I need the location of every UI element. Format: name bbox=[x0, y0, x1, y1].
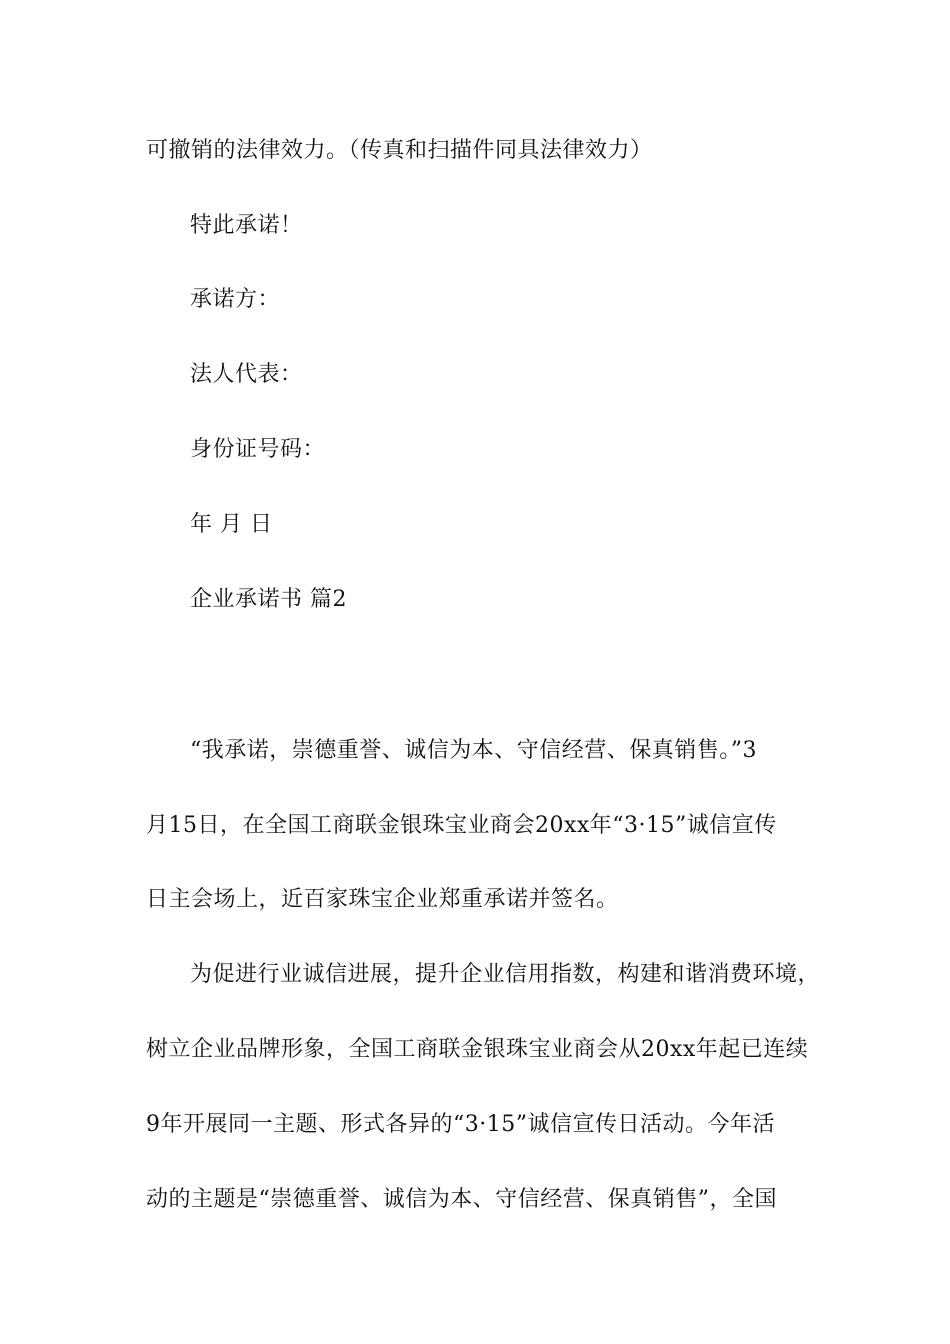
text-line-hereby-promise: 特此承诺！ bbox=[190, 213, 303, 238]
text-line-id-number: 身份证号码： bbox=[190, 437, 326, 462]
text-line-promisor: 承诺方： bbox=[190, 287, 281, 312]
section-heading: 企业承诺书 篇2 bbox=[190, 587, 347, 612]
text-line-legal-representative: 法人代表： bbox=[190, 362, 303, 387]
paragraph-line: 树立企业品牌形象，全国工商联金银珠宝业商会从20xx年起已连续 bbox=[146, 1037, 809, 1062]
text-line-legal-effect: 可撤销的法律效力。（传真和扫描件同具法律效力） bbox=[146, 138, 653, 163]
paragraph-line: 月15日，在全国工商联金银珠宝业商会20xx年“3·15”诚信宣传 bbox=[146, 813, 777, 838]
text-line-date: 年 月 日 bbox=[190, 512, 273, 537]
paragraph-line: 9年开展同一主题、形式各异的“3·15”诚信宣传日活动。今年活 bbox=[146, 1112, 775, 1137]
paragraph-line: 为促进行业诚信进展，提升企业信用指数，构建和谐消费环境， bbox=[190, 962, 821, 987]
paragraph-line: “我承诺，崇德重誉、诚信为本、守信经营、保真销售。”3 bbox=[190, 738, 757, 763]
paragraph-line: 动的主题是“崇德重誉、诚信为本、守信经营、保真销售”，全国 bbox=[146, 1187, 777, 1212]
paragraph-line: 日主会场上，近百家珠宝企业郑重承诺并签名。 bbox=[146, 887, 619, 912]
